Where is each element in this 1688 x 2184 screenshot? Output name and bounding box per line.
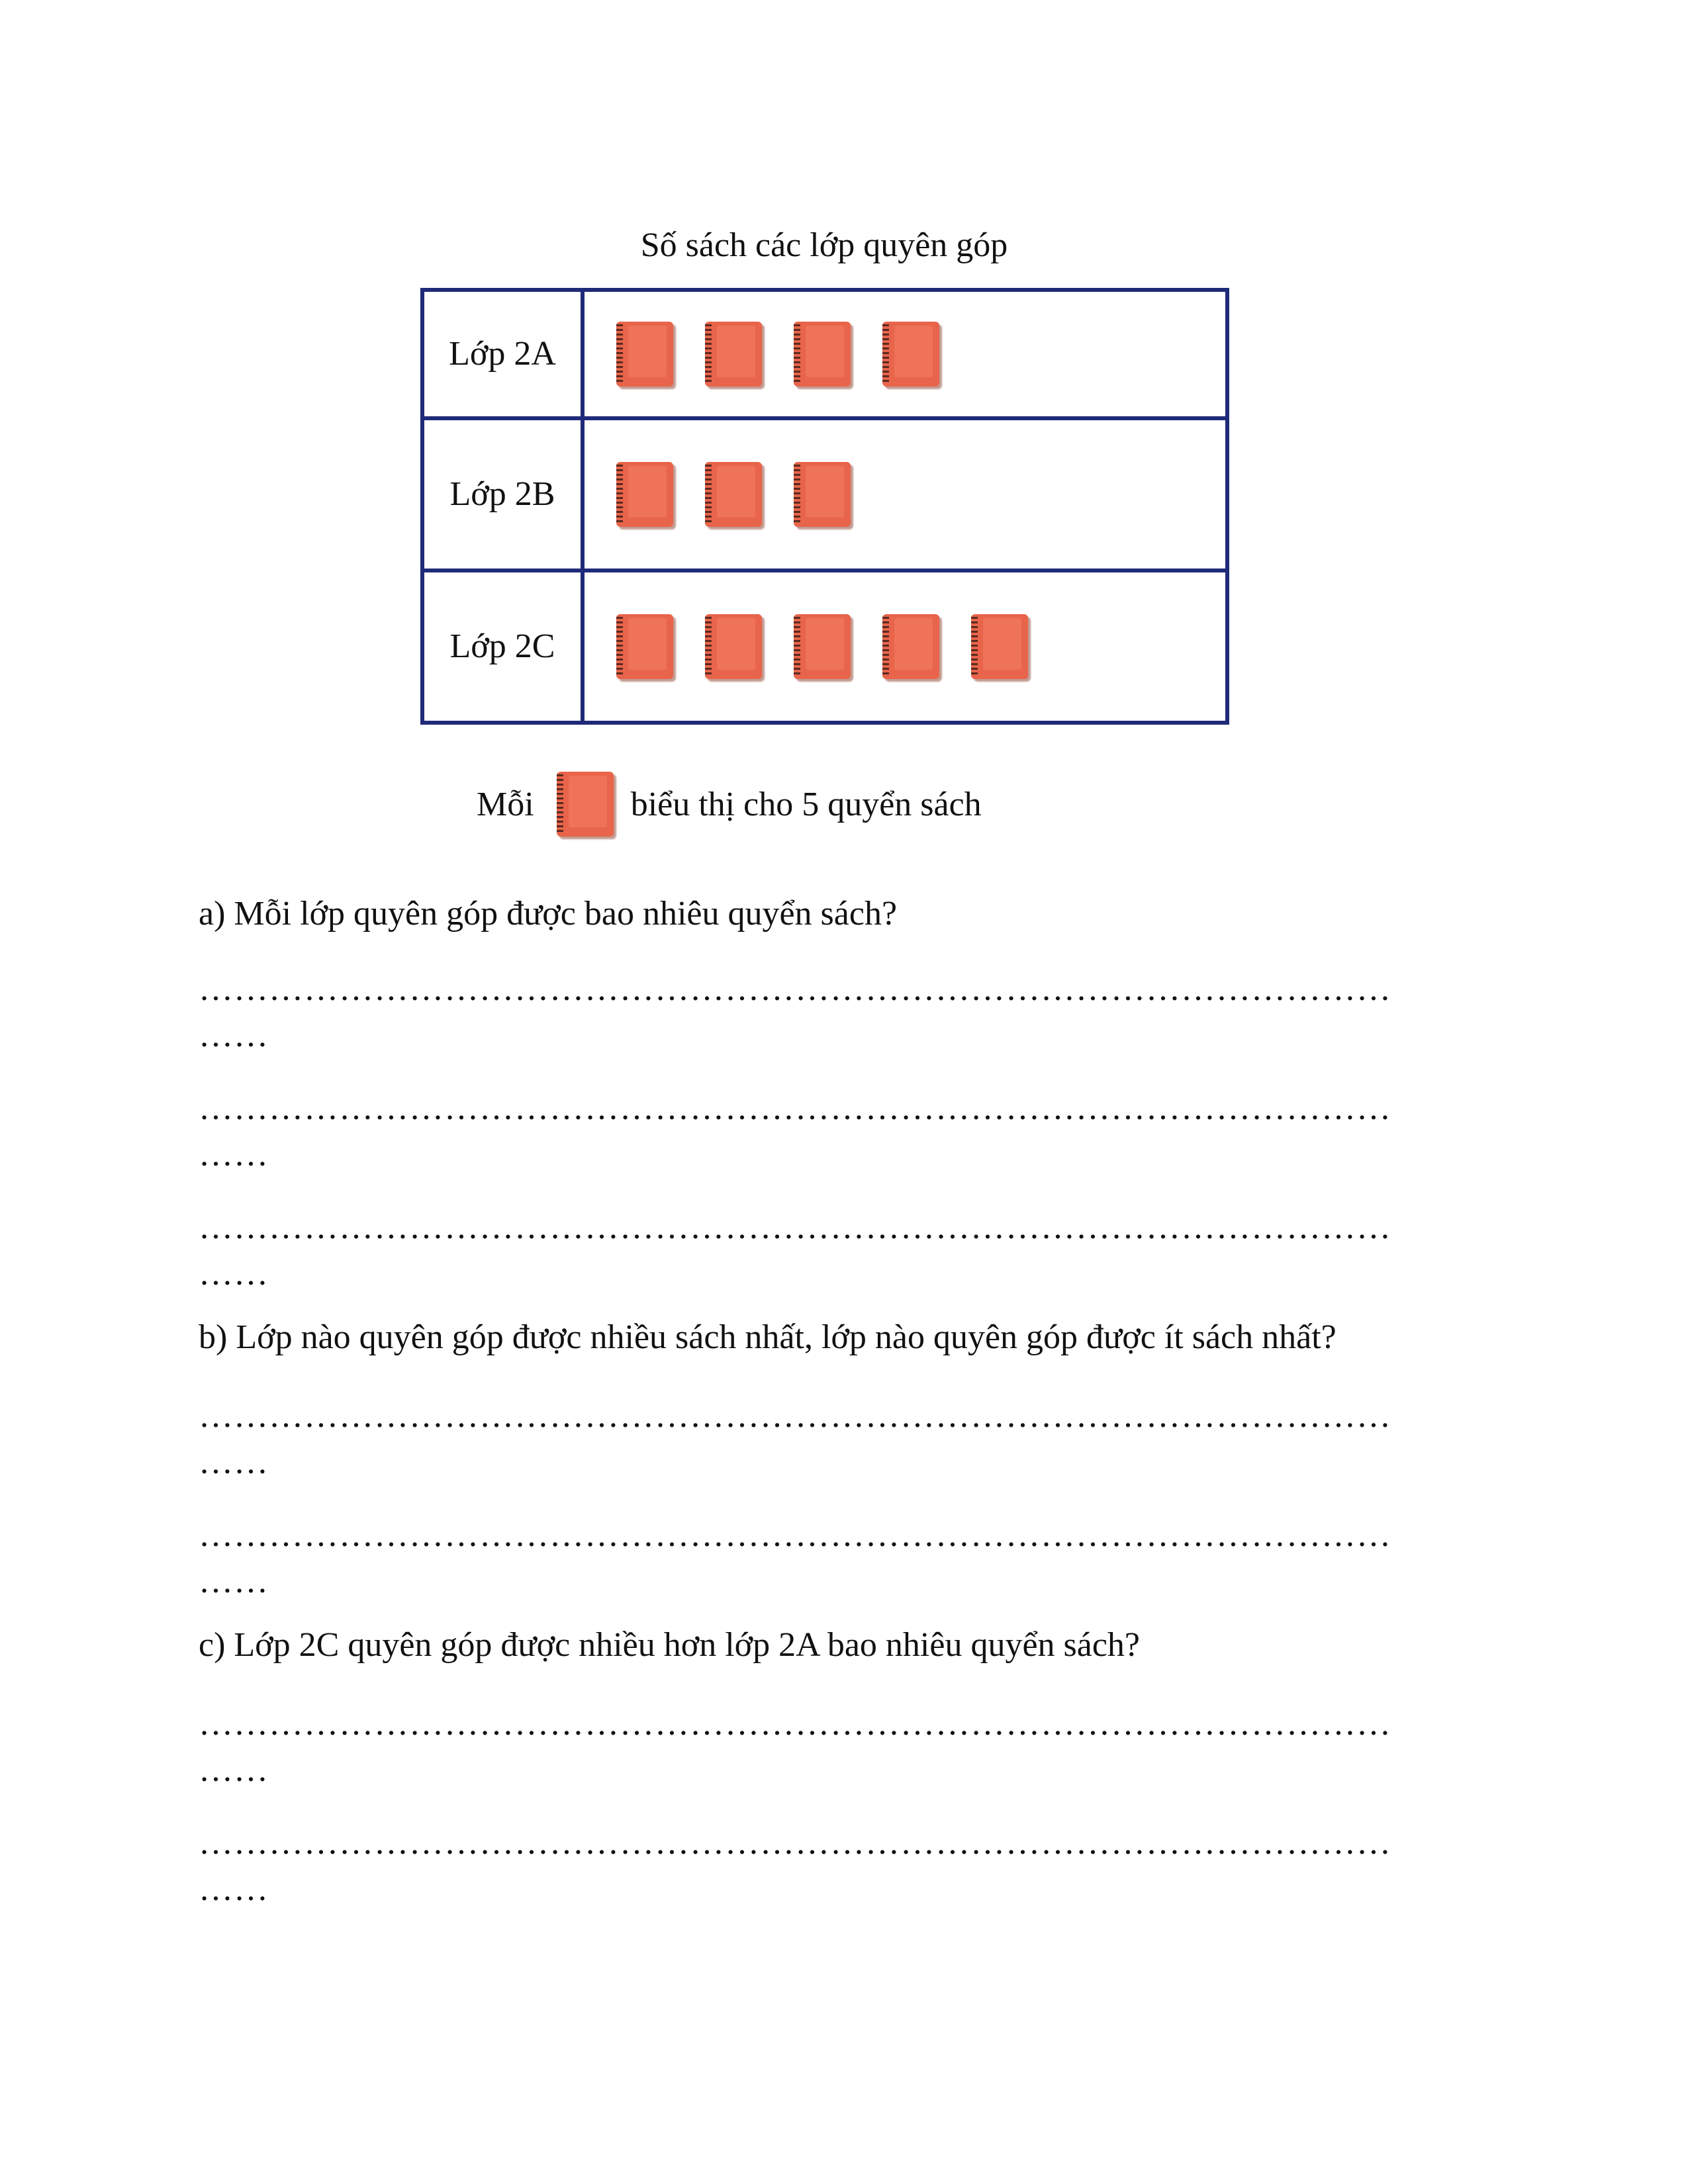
table-row [422,290,1227,418]
icon-cell [583,290,1227,418]
book-icon [794,322,851,387]
book-icon [616,322,673,387]
icon-cell [583,418,1227,570]
row-label: Lớp 2C [422,570,583,723]
book-icon [705,322,762,387]
answer-line: ………………………………………………………………………………………… [199,1089,1391,1127]
book-icon [882,322,939,387]
answer-line-end: …… [199,1870,269,1908]
book-icon [616,614,673,679]
legend [477,768,982,841]
row-label: Lớp 2A [422,290,583,418]
answer-line-end: …… [199,1255,269,1293]
icon-cell [583,570,1227,723]
pictograph-table [420,288,1229,725]
question-c: c) Lớp 2C quyên góp được nhiều hơn lớp 2A bao nhiêu quyển sách? [199,1626,1141,1664]
book-icon [794,614,851,679]
book-icon [616,462,673,527]
question-b: b) Lớp nào quyên góp được nhiều sách nhất, lớp nào quyên góp được ít sách nhất? [199,1318,1336,1356]
book-icon [794,462,851,527]
book-icon [971,614,1028,679]
answer-line-end: …… [199,1563,269,1600]
answer-line: ………………………………………………………………………………………… [199,1516,1391,1554]
answer-line: ………………………………………………………………………………………… [199,1705,1391,1743]
answer-line: ………………………………………………………………………………………… [199,1824,1391,1862]
answer-line: ………………………………………………………………………………………… [199,1397,1391,1435]
answer-line: ………………………………………………………………………………………… [199,970,1391,1008]
question-a: a) Mỗi lớp quyên góp được bao nhiêu quyển sách? [199,895,898,933]
legend-prefix: Mỗi [477,785,534,823]
book-icon [557,772,614,837]
answer-line-end: …… [199,1136,269,1173]
answer-line-end: …… [199,1751,269,1789]
table-row [422,570,1227,723]
row-label: Lớp 2B [422,418,583,570]
answer-line-end: …… [199,1017,269,1054]
book-icon [705,462,762,527]
book-icon [705,614,762,679]
legend-suffix: biểu thị cho 5 quyển sách [630,785,982,823]
table-row [422,418,1227,570]
answer-line: ………………………………………………………………………………………… [199,1208,1391,1246]
chart-title: Số sách các lớp quyên góp [640,226,1008,264]
book-icon [882,614,939,679]
answer-line-end: …… [199,1443,269,1481]
